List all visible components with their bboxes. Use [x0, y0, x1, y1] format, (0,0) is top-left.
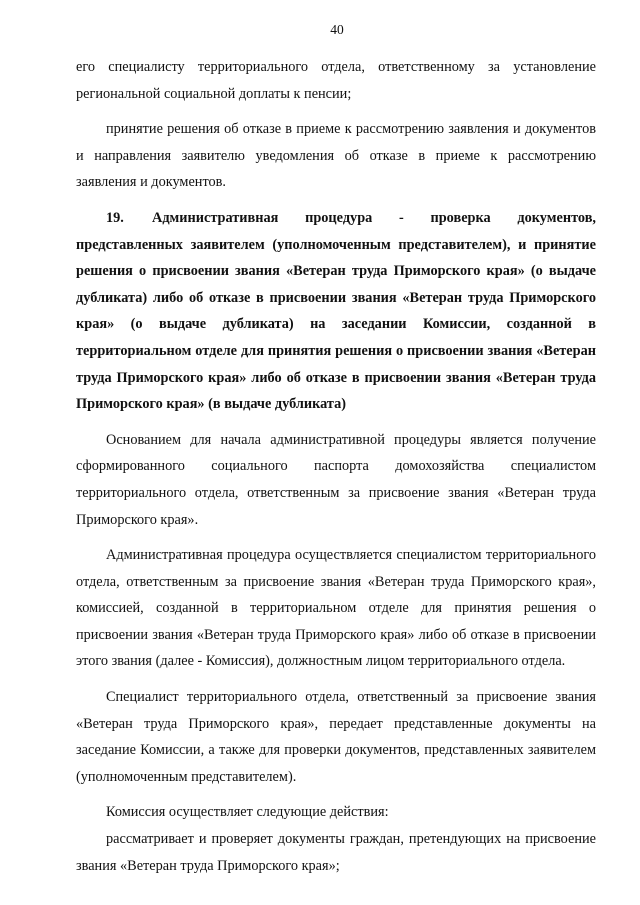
- section-heading: [76, 205, 596, 418]
- paragraph-2: принятие решения об отказе в приеме к рассмотрению заявления и документов и направления заявителю уведомления об отказе в приеме к рассмотрению заявления и документов.: [76, 121, 596, 191]
- paragraph-5: Специалист территориального отдела, ответственный за присвоение звания «Ветеран труда Приморского края», передает представленные документы на заседание Комиссии, а также для проверки документов, представленных заявителем (уполномоченным представителем).: [76, 689, 596, 785]
- page-number: 40: [330, 22, 344, 37]
- paragraph-6: Комиссия осуществляет следующие действия:: [106, 804, 389, 821]
- paragraph-7: рассматривает и проверяет документы граждан, претендующих на присвоение звания «Ветеран труда Приморского края»;: [76, 831, 596, 874]
- paragraph-1: его специалисту территориального отдела, ответственному за установление региональной социальной доплаты к пенсии;: [76, 59, 596, 102]
- section-title: Административная процедура - проверка документов, представленных заявителем (уполномоченным представителем), и принятие решения о присвоении звания «Ветеран труда Приморского края» (о выдаче дубликата) либо об отказе в присвоении звания «Ветеран труда Приморского края» (о выдаче дубликата) на заседании Комиссии, созданной в территориальном отделе для принятия решения о присвоении звания «Ветеран труда Приморского края» либо об отказе в присвоении звания «Ветеран труда Приморского края» (в выдаче дубликата): [76, 209, 596, 413]
- paragraph-4: Административная процедура осуществляется специалистом территориального отдела, ответственным за присвоение звания «Ветеран труда Приморского края», комиссией, созданной в территориальном отделе для принятия решения о присвоении звания «Ветеран труда Приморского края» либо об отказе в присвоении этого звания (далее - Комиссия), должностным лицом территориального отдела.: [76, 547, 596, 670]
- section-number: 19.: [106, 209, 124, 226]
- paragraph-3: Основанием для начала административной процедуры является получение сформированного социального паспорта домохозяйства специалистом территориального отдела, ответственным за присвоение звания «Ветеран труда Приморского края».: [76, 431, 596, 528]
